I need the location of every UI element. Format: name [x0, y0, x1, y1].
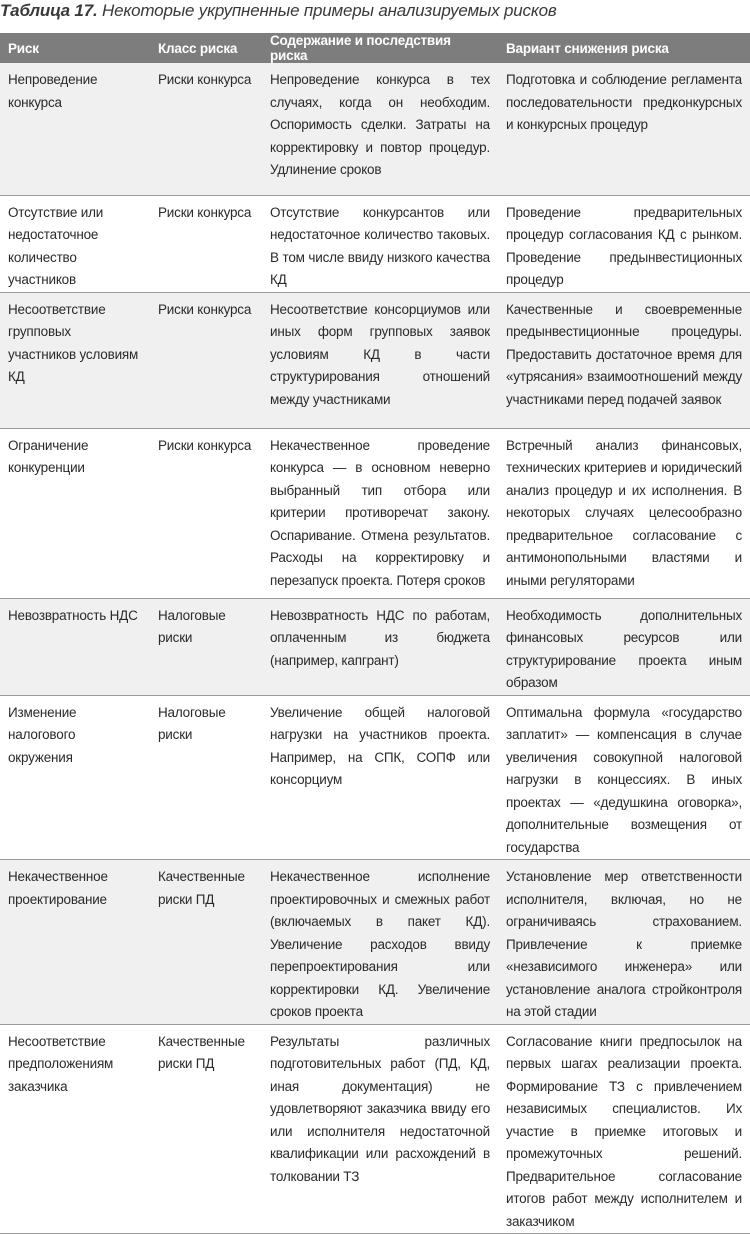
table-caption — [0, 0, 557, 26]
cell-mitigation: Установление мер ответственности исполнителя, включая, но не ограничиваясь страхованием. Привлечение к приемке «независимого инженера» или установление аналога стройконтроля на этой стадии — [498, 860, 750, 1025]
cell-class: Качественные риски ПД — [150, 860, 262, 1025]
cell-content: Некачественное проведение конкурса — в основном неверно выбранный тип отбора или критерии противоречат закону. Оспаривание. Отмена результатов. Расходы на корректировку и перезапуск проекта. Потеря сроков — [262, 428, 498, 598]
cell-class: Риски конкурса — [150, 292, 262, 428]
cell-risk: Несоответствие предположениям заказчика — [0, 1024, 150, 1234]
table-row — [0, 63, 750, 195]
cell-class: Риски конкурса — [150, 428, 262, 598]
cell-risk: Некачественное проектирование — [0, 860, 150, 1025]
cell-risk: Отсутствие или недостаточное количество участников — [0, 195, 150, 292]
table-row — [0, 428, 750, 598]
cell-mitigation: Встречный анализ финансовых, технических критериев и юридический анализ процедур и их исполнения. В некоторых случаях целесообразно предварительное согласование с антимонопольными властями и иными регуляторами — [498, 428, 750, 598]
cell-content: Увеличение общей налоговой нагрузки на участников проекта. Например, на СПК, СОПФ или консорциум — [262, 695, 498, 860]
cell-class: Качественные риски ПД — [150, 1024, 262, 1234]
cell-content: Отсутствие конкурсантов или недостаточное количество таковых. В том числе ввиду низкого качества КД — [262, 195, 498, 292]
header-risk: Риск — [0, 33, 150, 63]
cell-class: Риски конкурса — [150, 195, 262, 292]
table-row — [0, 1024, 750, 1234]
table-row — [0, 860, 750, 1025]
caption-text: Некоторые укрупненные примеры анализируемых рисков — [102, 1, 557, 20]
cell-content: Невозвратность НДС по работам, оплаченным из бюджета (например, капгрант) — [262, 598, 498, 695]
header-class: Класс риска — [150, 33, 262, 63]
cell-content: Некачественное исполнение проектировочных и смежных работ (включаемых в пакет КД). Увеличение расходов ввиду перепроектирования или корректировки КД. Увеличение сроков проекта — [262, 860, 498, 1025]
cell-class: Налоговые риски — [150, 598, 262, 695]
cell-content: Результаты различных подготовительных работ (ПД, КД, иная документация) не удовлетворяют заказчика ввиду его или исполнителя недостаточной квалификации или расхождений в толковании ТЗ — [262, 1024, 498, 1234]
cell-mitigation: Подготовка и соблюдение регламента последовательности предконкурсных и конкурсных процедур — [498, 63, 750, 195]
table-row — [0, 292, 750, 428]
cell-content: Несоответствие консорциумов или иных форм групповых заявок условиям КД в части структурирования отношений между участниками — [262, 292, 498, 428]
table-header-row — [0, 33, 750, 63]
caption-number: Таблица 17. — [0, 1, 98, 20]
table-row — [0, 695, 750, 860]
cell-risk: Ограничение конкуренции — [0, 428, 150, 598]
cell-content: Непроведение конкурса в тех случаях, когда он необходим. Оспоримость сделки. Затраты на корректировку и повтор процедур. Удлинение сроков — [262, 63, 498, 195]
cell-risk: Непроведение конкурса — [0, 63, 150, 195]
cell-risk: Невозвратность НДС — [0, 598, 150, 695]
cell-mitigation: Качественные и своевременные предынвестиционные процедуры. Предоставить достаточное время для «утрясания» взаимоотношений между участниками перед подачей заявок — [498, 292, 750, 428]
cell-class: Риски конкурса — [150, 63, 262, 195]
cell-mitigation: Проведение предварительных процедур согласования КД с рынком. Проведение предынвестиционных процедур — [498, 195, 750, 292]
cell-class: Налоговые риски — [150, 695, 262, 860]
cell-mitigation: Согласование книги предпосылок на первых шагах реализации проекта. Формирование ТЗ с привлечением независимых специалистов. Их участие в приемке итоговых и промежуточных решений. Предварительное согласование итогов работ между исполнителем и заказчиком — [498, 1024, 750, 1234]
risk-table — [0, 33, 750, 1234]
header-content: Содержание и последствия риска — [262, 33, 498, 63]
cell-risk: Изменение налогового окружения — [0, 695, 150, 860]
cell-mitigation: Необходимость дополнительных финансовых ресурсов или структурирование проекта иным образом — [498, 598, 750, 695]
table-row — [0, 195, 750, 292]
table-row — [0, 598, 750, 695]
cell-mitigation: Оптимальна формула «государство заплатит» — компенсация в случае увеличения совокупной налоговой нагрузки в концессиях. В иных проектах — «дедушкина оговорка», дополнительные возмещения от государства — [498, 695, 750, 860]
header-mitigation: Вариант снижения риска — [498, 33, 750, 63]
cell-risk: Несоответствие групповых участников условиям КД — [0, 292, 150, 428]
